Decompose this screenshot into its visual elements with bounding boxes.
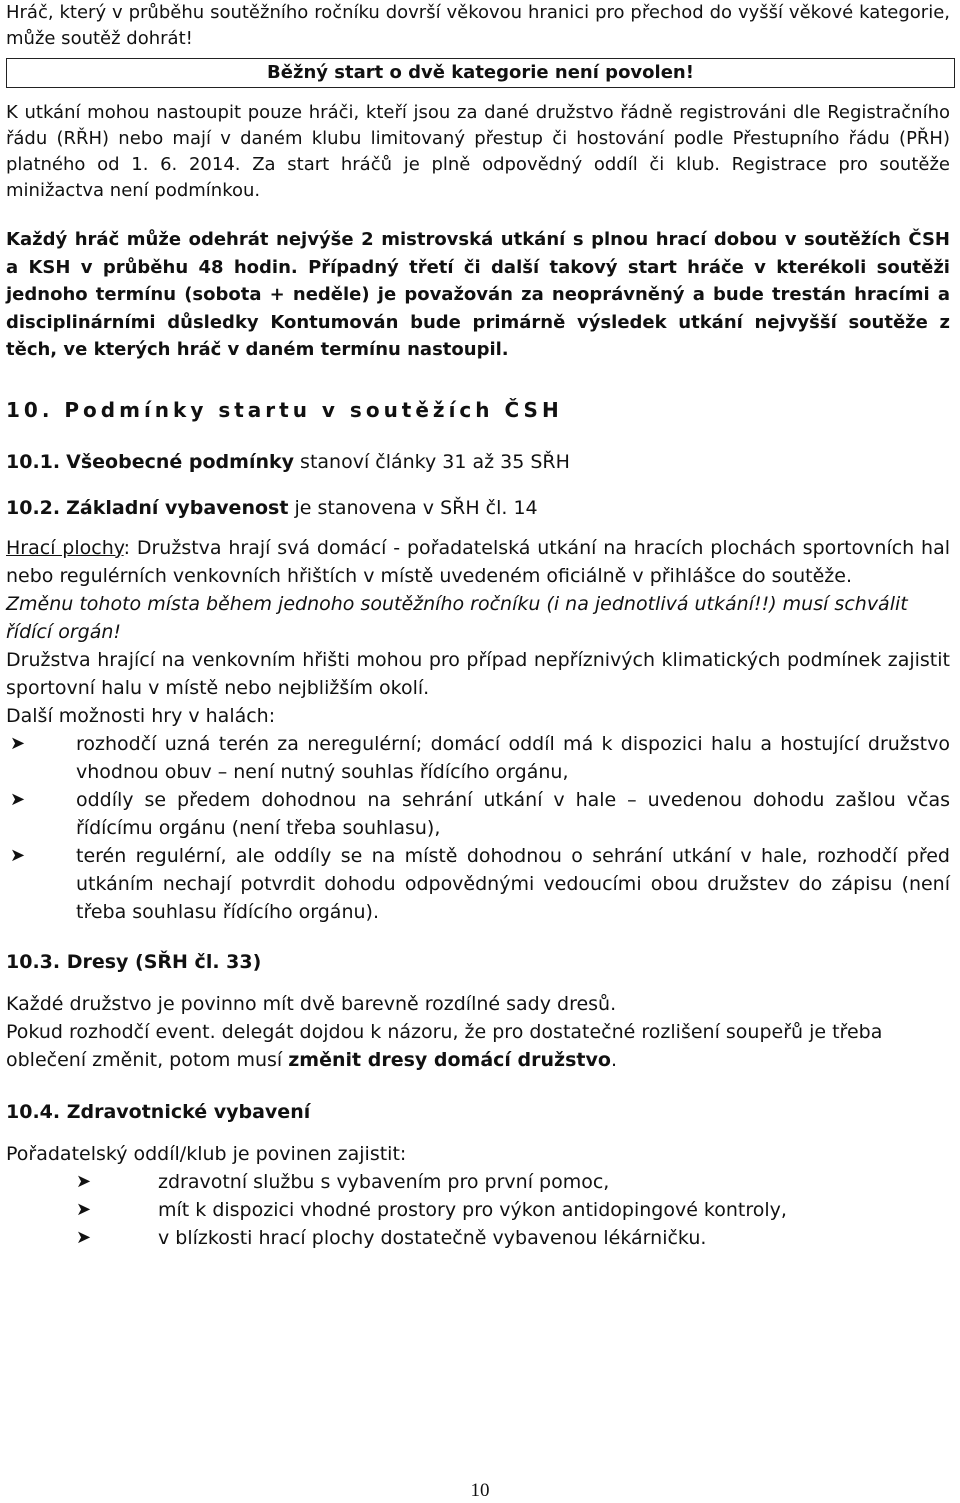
responsibility-text: Za start hráčů je plně odpovědný oddíl či klub. xyxy=(252,154,720,175)
hall-options-label: Další možnosti hry v halách: xyxy=(6,704,276,727)
subsection-10-3-heading: 10.3. Dresy (SŘH čl. 33) xyxy=(6,950,262,973)
hall-option-text: rozhodčí uzná terén za neregulérní; domácí oddíl má k dispozici halu a hostující družstvo vhodnou obuv – není nutný souhlas řídícího orgánu, xyxy=(76,732,950,783)
registration-text: K utkání mohou nastoupit pouze hráči, kteří jsou za dané družstvo řádně registrováni dle Registračního řádu (RŘH) nebo mají v daném klubu limitovaný přestup či hostování podle Přestupního řádu (PŘH) platného od 1. 6. 2014. xyxy=(6,102,950,175)
match-limit-rest: Případný třetí či další takový start hráče v kterékoli soutěži jednoho termínu (sobota + neděle) je považován za neoprávněný a bude trestán hracími a disciplinárními důsledky Kontumován bude primárně výsledek utkání nejvyšší soutěže z těch, ve kterých hráč v daném termínu nastoupil. xyxy=(6,256,950,360)
arrowhead-icon: ➤ xyxy=(10,732,26,754)
mini-text: Registrace pro soutěže minižactva není podmínkou. xyxy=(6,154,950,201)
subsection-10-2-text: je stanovena v SŘH čl. 14 xyxy=(288,496,538,519)
match-limit-bold: Každý hráč může odehrát nejvýše 2 mistrovská utkání s plnou hrací dobou v soutěžích ČSH a KSH v průběhu 48 hodin. xyxy=(6,229,950,278)
match-limit-paragraph xyxy=(6,226,950,364)
arrowhead-icon: ➤ xyxy=(10,844,26,866)
registration-paragraph xyxy=(6,100,950,204)
arrowhead-icon: ➤ xyxy=(76,1198,92,1220)
courts-paragraph xyxy=(6,534,950,590)
subsection-10-2-number: 10.2. xyxy=(6,496,61,519)
subsection-10-2 xyxy=(6,494,950,522)
document-page xyxy=(6,0,950,1252)
subsection-10-1-label: Všeobecné podmínky xyxy=(66,450,294,473)
list-item xyxy=(6,1196,950,1224)
subsection-10-1 xyxy=(6,448,950,476)
courts-change-note: Změnu tohoto místa během jednoho soutěžního ročníku (i na jednotlivá utkání!!) musí schválit řídící orgán! xyxy=(6,592,908,643)
jerseys-end: . xyxy=(610,1048,617,1071)
hall-option-text: terén regulérní, ale oddíly se na místě dohodnou o sehrání utkání v hale, rozhodčí před utkáním nechají potvrdit dohodu odpovědnými vedoucími obou družstev do zápisu (není třeba souhlasu řídícího orgánu). xyxy=(76,844,950,923)
boxed-notice: Běžný start o dvě kategorie není povolen! xyxy=(6,58,955,88)
medical-item-text: v blízkosti hrací plochy dostatečně vybavenou lékárničku. xyxy=(158,1226,707,1249)
list-item xyxy=(6,730,950,786)
list-item xyxy=(6,842,950,926)
arrowhead-icon: ➤ xyxy=(76,1226,92,1248)
subsection-10-1-number: 10.1. xyxy=(6,450,61,473)
age-limit-paragraph: Hráč, který v průběhu soutěžního ročníku dovrší věkovou hranici pro přechod do vyšší věkové kategorie, může soutěž dohrát! xyxy=(6,2,950,49)
list-item xyxy=(6,786,950,842)
outdoor-paragraph: Družstva hrající na venkovním hřišti mohou pro případ nepříznivých klimatických podmínek zajistit sportovní halu v místě nebo nejbližším okolí. xyxy=(6,648,950,699)
jerseys-paragraph-2 xyxy=(6,1018,950,1074)
arrowhead-icon: ➤ xyxy=(76,1170,92,1192)
medical-item-text: mít k dispozici vhodné prostory pro výkon antidopingové kontroly, xyxy=(158,1198,787,1221)
list-item xyxy=(6,1168,950,1196)
courts-label: Hrací plochy xyxy=(6,536,124,559)
subsection-10-1-text: stanoví články 31 až 35 SŘH xyxy=(294,450,570,473)
medical-intro: Pořadatelský oddíl/klub je povinen zajistit: xyxy=(6,1142,407,1165)
courts-text: : Družstva hrají svá domácí - pořadatelská utkání na hracích plochách sportovních hal nebo regulérních venkovních hřištích v místě uvedeném oficiálně v přihlášce do soutěže. xyxy=(6,536,951,587)
jerseys-paragraph-1: Každé družstvo je povinno mít dvě barevně rozdílné sady dresů. xyxy=(6,992,617,1015)
medical-list xyxy=(6,1168,950,1252)
hall-options-list xyxy=(6,730,950,926)
page-number: 10 xyxy=(470,1480,490,1501)
list-item xyxy=(6,1224,950,1252)
subsection-10-2-label: Základní vybavenost xyxy=(66,496,289,519)
arrowhead-icon: ➤ xyxy=(10,788,26,810)
subsection-10-4-heading: 10.4. Zdravotnické vybavení xyxy=(6,1100,311,1123)
hall-option-text: oddíly se předem dohodnou na sehrání utkání v hale – uvedenou dohodu zašlou včas řídícímu orgánu (není třeba souhlasu), xyxy=(76,788,950,839)
medical-item-text: zdravotní službu s vybavením pro první pomoc, xyxy=(158,1170,610,1193)
jerseys-text: Pokud rozhodčí event. delegát dojdou k názoru, že pro dostatečné rozlišení soupeřů je třeba oblečení změnit, potom musí xyxy=(6,1020,883,1071)
jerseys-bold: změnit dresy domácí družstvo xyxy=(288,1048,611,1071)
section-10-title: 10. Podmínky startu v soutěžích ČSH xyxy=(6,397,563,422)
